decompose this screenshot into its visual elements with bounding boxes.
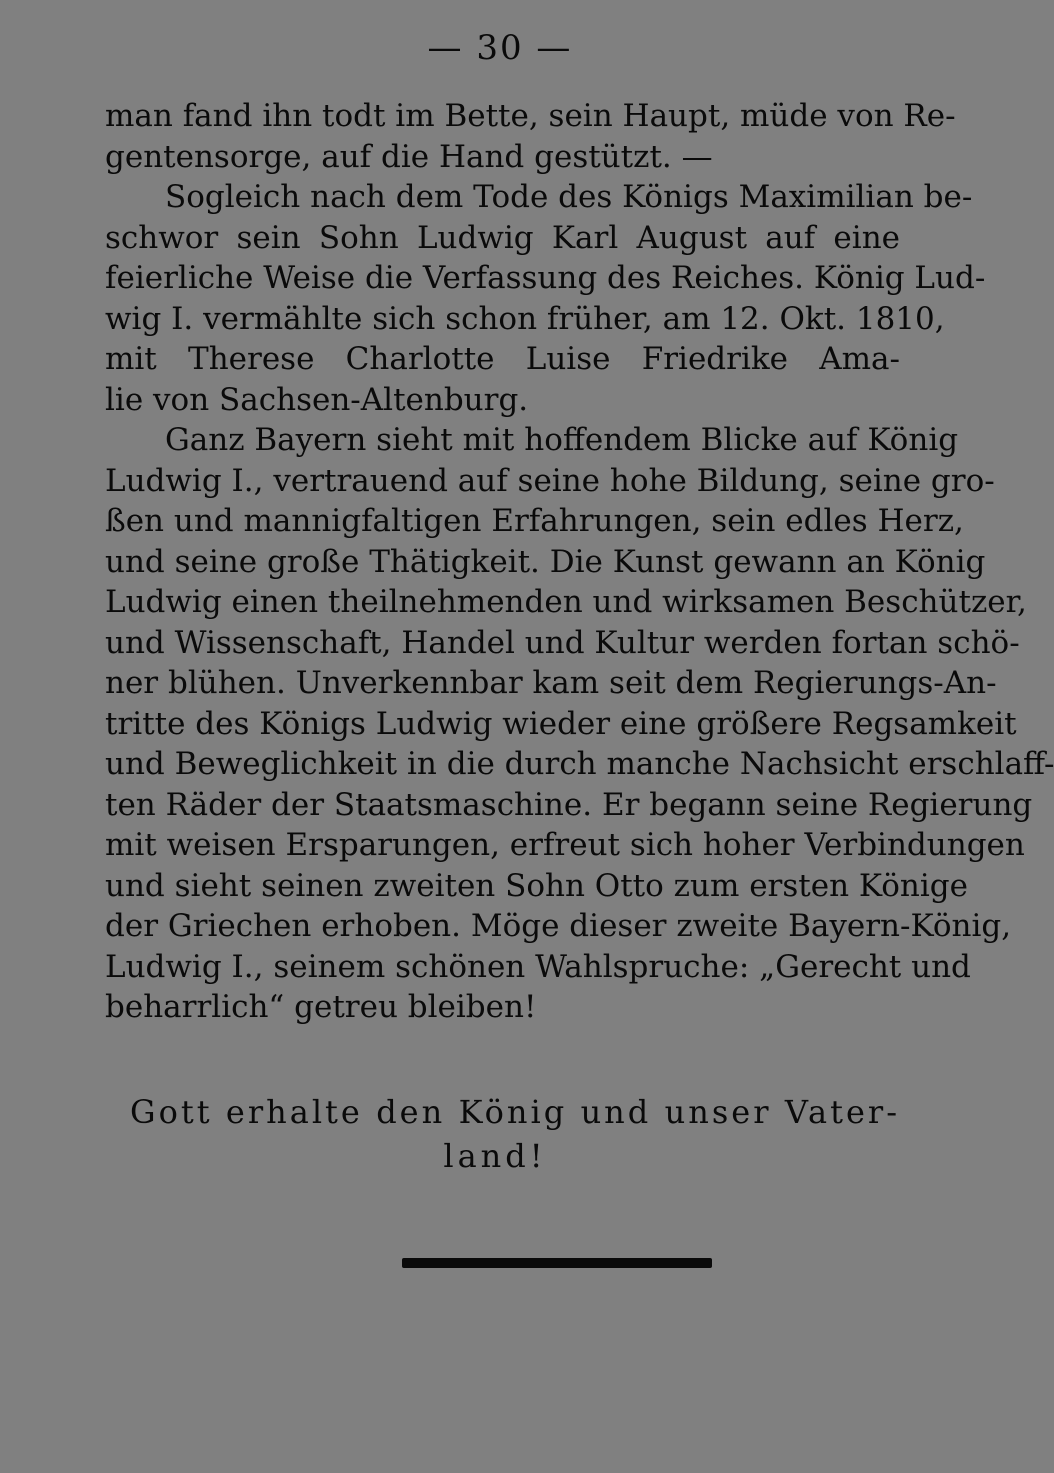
text-line: tritte des Königs Ludwig wieder eine größere Regsamkeit (105, 705, 1017, 742)
end-rule (402, 1258, 712, 1268)
text-line: Ludwig einen theilnehmenden und wirksamen Beschützer, (105, 584, 1027, 620)
text-line: feierliche Weise die Verfassung des Reiches. König Lud- (105, 260, 986, 296)
closing-line: land! (443, 1137, 547, 1175)
body-text (105, 96, 1054, 1028)
closing-motto (130, 1090, 900, 1178)
paragraph-2 (105, 177, 986, 420)
text-line: Ganz Bayern sieht mit hoffendem Blicke auf König (165, 422, 959, 458)
text-line: und Beweglichkeit in die durch manche Nachsicht erschlaff- (105, 746, 1054, 782)
text-line: ner blühen. Unverkennbar kam seit dem Regierungs-An- (105, 665, 997, 701)
text-line: gentensorge, auf die Hand gestützt. — (105, 138, 713, 175)
text-line: mit Therese Charlotte Luise Friedrike Ama- (105, 341, 900, 377)
paragraph-1 (105, 96, 956, 177)
text-line: schwor sein Sohn Ludwig Karl August auf eine (105, 219, 900, 256)
text-line: Sogleich nach dem Tode des Königs Maximilian be- (165, 179, 973, 215)
page-number: — 30 — (427, 28, 573, 68)
text-line: wig I. vermählte sich schon früher, am 12. Okt. 1810, (105, 300, 945, 337)
text-line: lie von Sachsen-Altenburg. (105, 381, 529, 418)
text-line: und Wissenschaft, Handel und Kultur werden fortan schö- (105, 624, 1020, 661)
text-line: Ludwig I., seinem schönen Wahlspruche: „Gerecht und (105, 948, 971, 985)
text-line: der Griechen erhoben. Möge dieser zweite Bayern-König, (105, 908, 1012, 944)
paragraph-3 (105, 420, 1054, 1028)
text-line: ten Räder der Staatsmaschine. Er begann seine Regierung (105, 786, 1033, 823)
text-line: beharrlich“ getreu bleiben! (105, 989, 537, 1025)
text-line: Ludwig I., vertrauend auf seine hohe Bildung, seine gro- (105, 462, 995, 499)
text-line: ßen und mannigfaltigen Erfahrungen, sein edles Herz, (105, 503, 964, 539)
text-line: und seine große Thätigkeit. Die Kunst gewann an König (105, 543, 986, 580)
text-line: mit weisen Ersparungen, erfreut sich hoher Verbindungen (105, 827, 1025, 863)
closing-line: Gott erhalte den König und unser Vater- (130, 1093, 900, 1131)
text-line: man fand ihn todt im Bette, sein Haupt, müde von Re- (105, 98, 956, 134)
text-line: und sieht seinen zweiten Sohn Otto zum ersten Könige (105, 867, 968, 904)
